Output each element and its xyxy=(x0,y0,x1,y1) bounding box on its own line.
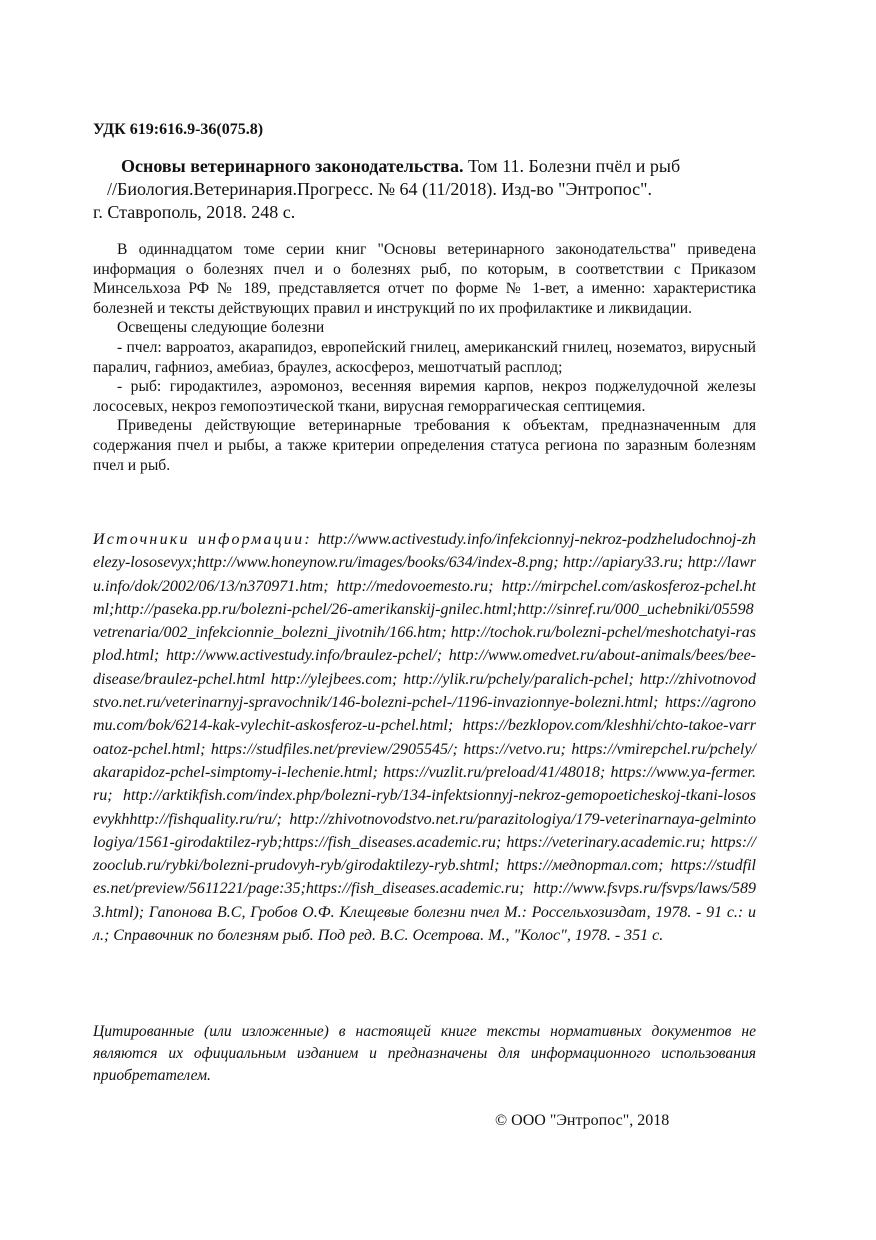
citation-title-bold: Основы ветеринарного законодательства. xyxy=(121,156,464,176)
citation-title-line xyxy=(93,155,756,178)
citation-place-line: г. Ставрополь, 2018. 248 с. xyxy=(93,202,296,222)
abstract-paragraph-fish-diseases: - рыб: гиродактилез, аэромоноз, весенняя виремия карпов, некроз поджелудочной железы лососевых, некроз гемопоэтической ткани, вирусная геморрагическая септицемия. xyxy=(93,378,756,415)
disclaimer: Цитированные (или изложенные) в настоящей книге тексты нормативных документов не являются их официальным изданием и предназначены для информационного использования приобретателем. xyxy=(93,1023,756,1084)
sources-text: http://www.activestudy.info/infekcionnyj-nekroz-podzheludochnoj-zhelezy-lososevyx;http://www.honeynow.ru/images/books/634/index-8.png; http://apiary33.ru; http://lawru.info/dok/2002/06/13/n370971.htm; http://medovoemesto.ru; http://mirpchel.com/askosferoz-pchel.html;http://paseka.pp.ru/bolezni-pchel/26-amerikanskij-gnilec.html;http://sinref.ru/000_uchebniki/05598vetrenaria/002_infekcionnie_bolezni_jivotnih/166.htm; http://tochok.ru/bolezni-pchel/meshotchatyi-rasplod.html; http://www.activestudy.info/braulez-pchel/; http://www.omedvet.ru/about-animals/bees/bee-disease/braulez-pchel.html http://ylejbees.com; http://ylik.ru/pchely/paralich-pchel; http://zhivotnovodstvo.net.ru/veterinarnyj-spravochnik/146-bolezni-pchel-/1196-invazionnye-bolezni.html; https://agronomu.com/bok/6214-kak-vylechit-askosferoz-u-pchel.html; https://bezklopov.com/kleshhi/chto-takoe-varroatoz-pchel.html; https://studfiles.net/preview/2905545/; https://vetvo.ru; https://vmirepchel.ru/pchely/akarapidoz-pchel-simptomy-i-lechenie.html; https://vuzlit.ru/preload/41/48018; https://www.ya-fermer.ru; http://arktikfish.com/index.php/bolezni-ryb/134-infektsionnyj-nekroz-gemopoeticheskoj-tkani-lososevykhhttp://fishquality.ru/ru/; http://zhivotnovodstvo.net.ru/parazitologiya/179-veterinarnaya-gelmintologiya/1561-girodaktilez-ryb;https://fish_diseases.academic.ru; https://veterinary.academic.ru; https://zooclub.ru/rybki/bolezni-prudovyh-ryb/girodaktilezy-ryb.shtml; https://медпортал.com; https://studfiles.net/preview/5611221/page:35;https://fish_diseases.academic.ru; http://www.fsvps.ru/fsvps/laws/5893.html); Гапонова В.С, Гробов О.Ф. Клещевые болезни пчел М.: Россельхозиздат, 1978. - 91 с.: ил.; Справочник по болезням рыб. Под ред. В.С. Осетрова. М., "Колос", 1978. - 351 с. xyxy=(93,531,756,945)
abstract-paragraph-requirements: Приведены действующие ветеринарные требования к объектам, предназначенным для содержания пчел и рыбы, а также критерии определения статуса региона по заразным болезням пчел и рыб. xyxy=(93,417,756,474)
citation-title-rest: Том 11. Болезни пчёл и рыб xyxy=(463,156,681,176)
sources-block xyxy=(93,528,756,947)
udk-code: УДК 619:616.9-36(075.8) xyxy=(93,121,264,138)
copyright: © ООО "Энтропос", 2018 xyxy=(495,1112,670,1129)
bibliographic-citation xyxy=(93,155,756,224)
sources-label: Источники информации: xyxy=(93,531,312,548)
abstract xyxy=(93,240,756,475)
abstract-paragraph-intro: В одиннадцатом томе серии книг "Основы ветеринарного законодательства" приведена информация о болезнях пчел и о болезнях рыб, по которым, в соответствии с Приказом Минсельхоза РФ № 189, представляется отчет по форме № 1-вет, а именно: характеристика болезней и тексты действующих правил и инструкций по их профилактике и ликвидации. xyxy=(93,241,756,317)
abstract-paragraph-bee-diseases: - пчел: варроатоз, акарапидоз, европейский гнилец, американский гнилец, нозематоз, вирусный паралич, гафниоз, амебиаз, браулез, аскосфероз, мешотчатый расплод; xyxy=(93,338,756,376)
citation-series-line: //Биология.Ветеринария.Прогресс. № 64 (11/2018). Изд-во "Энтропос". xyxy=(107,179,653,199)
abstract-paragraph-diseases-heading: Освещены следующие болезни xyxy=(117,319,325,337)
